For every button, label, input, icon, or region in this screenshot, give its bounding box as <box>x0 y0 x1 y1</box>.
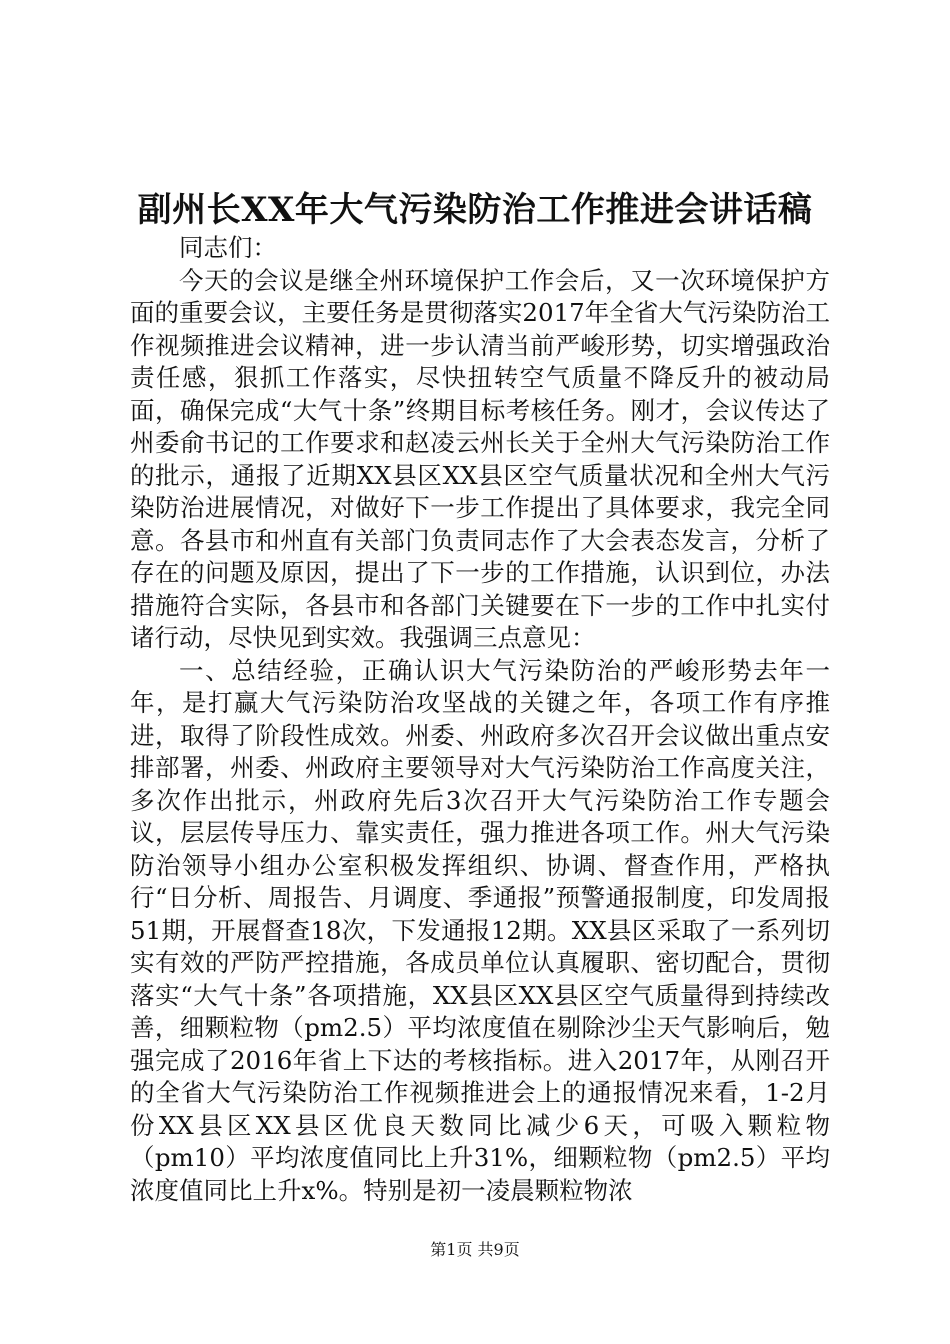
document-body <box>130 232 830 1207</box>
document-title: 副州长XX年大气污染防治工作推进会讲话稿 <box>137 190 813 230</box>
salutation: 同志们： <box>179 233 277 262</box>
page-number-footer: 第1页 共9页 <box>430 1240 520 1259</box>
paragraph-1: 今天的会议是继全州环境保护工作会后，又一次环境保护方面的重要会议，主要任务是贯彻落实2017年全省大气污染防治工作视频推进会议精神，进一步认清当前严峻形势，切实增强政治责任感，狠抓工作落实，尽快扭转空气质量不降反升的被动局面，确保完成“大气十条”终期目标考核任务。刚才，会议传达了州委俞书记的工作要求和赵凌云州长关于全州大气污染防治工作的批示，通报了近期XX县区XX县区空气质量状况和全州大气污染防治进展情况，对做好下一步工作提出了具体要求，我完全同意。各县市和州直有关部门负责同志作了大会表态发言，分析了存在的问题及原因，提出了下一步的工作措施，认识到位，办法措施符合实际，各县市和各部门关键要在下一步的工作中扎实付诸行动，尽快见到实效。我强调三点意见： <box>130 265 830 652</box>
paragraph-2: 一、总结经验，正确认识大气污染防治的严峻形势去年一年，是打赢大气污染防治攻坚战的关键之年，各项工作有序推进，取得了阶段性成效。州委、州政府多次召开会议做出重点安排部署，州委、州政府主要领导对大气污染防治工作高度关注，多次作出批示，州政府先后3次召开大气污染防治工作专题会议，层层传导压力、靠实责任，强力推进各项工作。州大气污染防治领导小组办公室积极发挥组织、协调、督查作用，严格执行“日分析、周报告、月调度、季通报”预警通报制度，印发周报51期，开展督查18次，下发通报12期。XX县区采取了一系列切实有效的严防严控措施，各成员单位认真履职、密切配合，贯彻落实“大气十条”各项措施，XX县区XX县区空气质量得到持续改善，细颗粒物（pm2.5）平均浓度值在剔除沙尘天气影响后，勉强完成了2016年省上下达的考核指标。进入2017年，从刚召开的全省大气污染防治工作视频推进会上的通报情况来看，1-2月份XX县区XX县区优良天数同比减少6天，可吸入颗粒物（pm10）平均浓度值同比上升31%，细颗粒物（pm2.5）平均浓度值同比上升x%。特别是初一凌晨颗粒物浓 <box>130 655 830 1205</box>
